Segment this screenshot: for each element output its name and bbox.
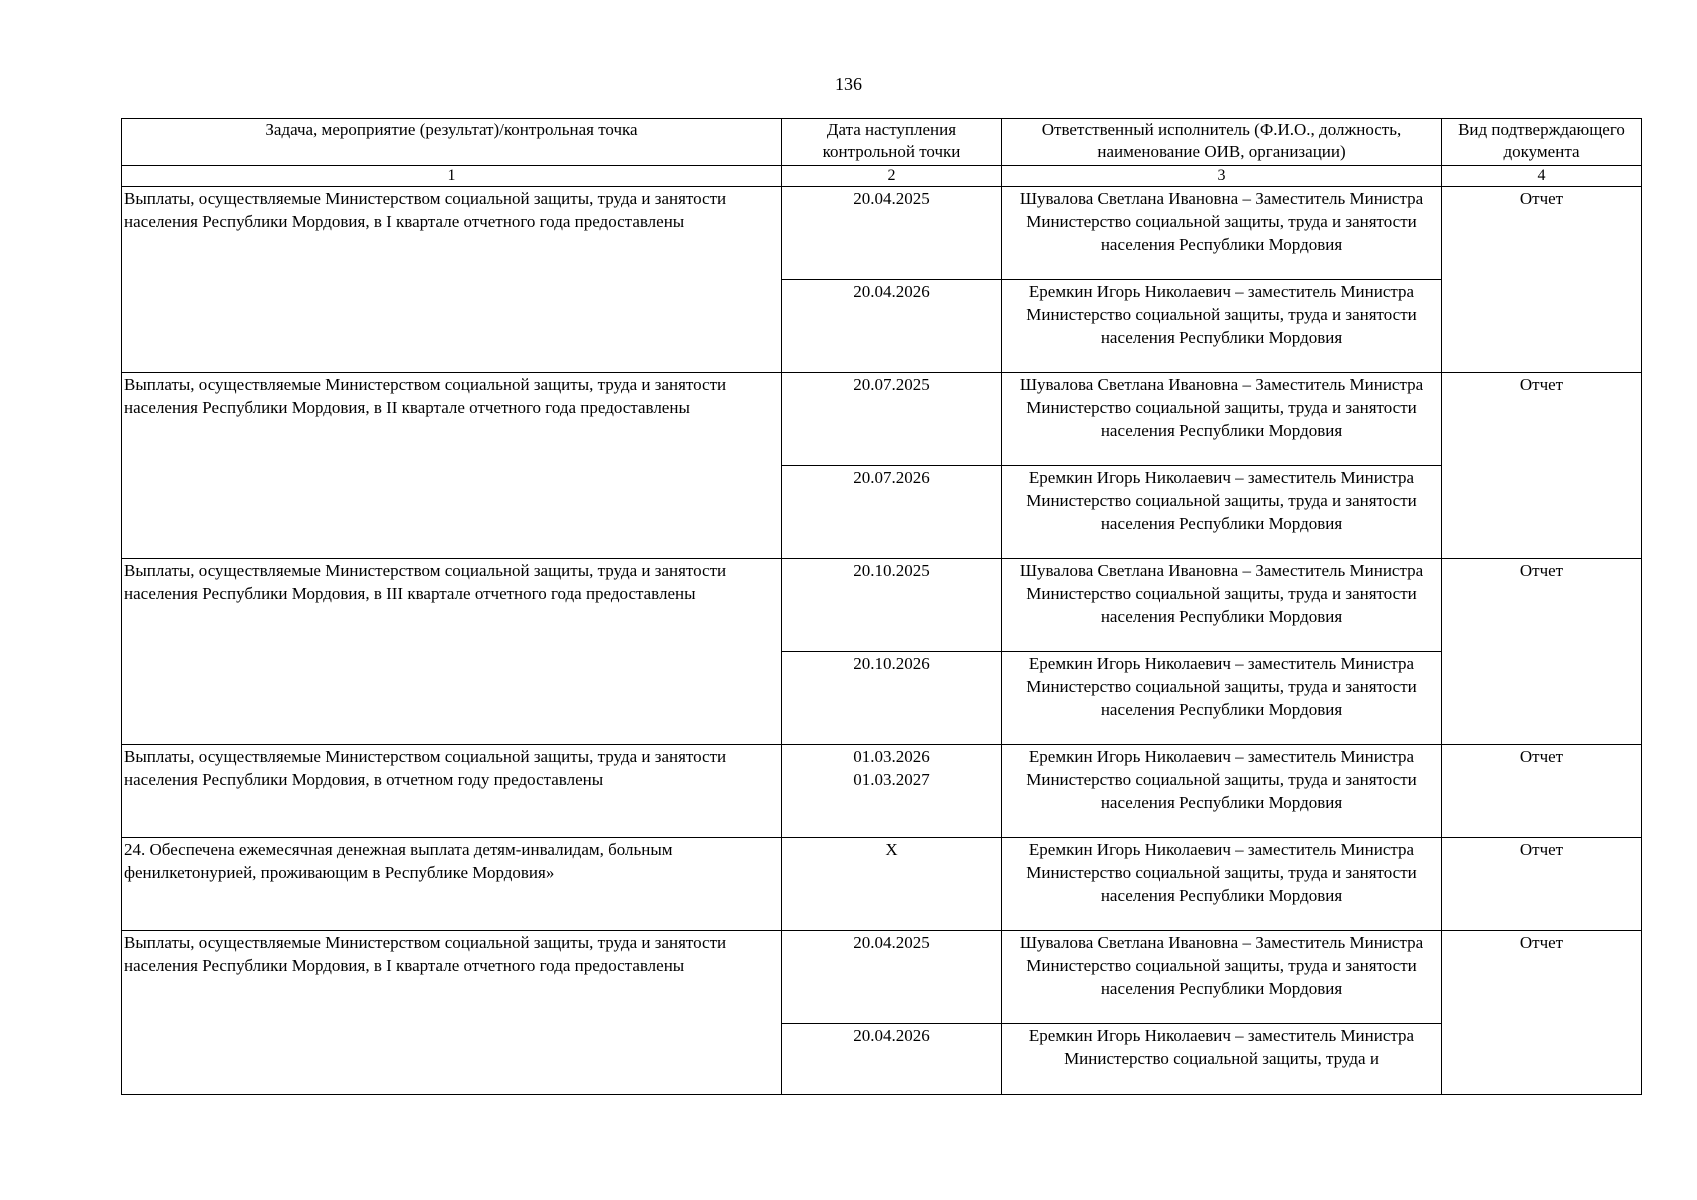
column-number: 3: [1002, 166, 1442, 187]
responsible-person: Шувалова Светлана Ивановна – Заместитель Министра: [1019, 561, 1424, 580]
responsible-cell: [1002, 838, 1442, 931]
responsible-org: Министерство социальной защиты, труда и занятости населения Республики Мордовия: [1026, 398, 1417, 440]
responsible-cell: [1002, 187, 1442, 280]
responsible-person: Еремкин Игорь Николаевич – заместитель Министра: [1028, 654, 1415, 673]
table-row: [122, 745, 1642, 838]
responsible-cell: [1002, 931, 1442, 1024]
responsible-person: Еремкин Игорь Николаевич – заместитель Министра: [1028, 840, 1415, 859]
responsible-cell: [1002, 652, 1442, 745]
document-cell: Отчет: [1442, 373, 1642, 559]
date-cell: 20.04.2025: [782, 187, 1002, 280]
responsible-person: Еремкин Игорь Николаевич – заместитель Министра: [1028, 1026, 1415, 1045]
date-cell: [782, 745, 1002, 838]
column-number-row: [122, 166, 1642, 187]
date-cell: 20.07.2026: [782, 466, 1002, 559]
header-date: Дата наступления контрольной точки: [782, 119, 1002, 166]
column-number: 1: [122, 166, 782, 187]
responsible-org: Министерство социальной защиты, труда и занятости населения Республики Мордовия: [1026, 305, 1417, 347]
date-cell: X: [782, 838, 1002, 931]
table-row: [122, 373, 1642, 466]
responsible-cell: [1002, 466, 1442, 559]
table-row: [122, 559, 1642, 652]
responsible-org: Министерство социальной защиты, труда и занятости населения Республики Мордовия: [1026, 584, 1417, 626]
responsible-person: Еремкин Игорь Николаевич – заместитель Министра: [1028, 282, 1415, 301]
responsible-cell: [1002, 745, 1442, 838]
responsible-org: Министерство социальной защиты, труда и занятости населения Республики Мордовия: [1026, 770, 1417, 812]
responsible-org: Министерство социальной защиты, труда и занятости населения Республики Мордовия: [1026, 956, 1417, 998]
task-cell: Выплаты, осуществляемые Министерством социальной защиты, труда и занятости населения Республики Мордовия, в I квартале отчетного года предоставлены: [122, 931, 782, 1095]
responsible-cell: [1002, 559, 1442, 652]
header-responsible: Ответственный исполнитель (Ф.И.О., должность, наименование ОИВ, организации): [1002, 119, 1442, 166]
table-row: [122, 187, 1642, 280]
responsible-person: Шувалова Светлана Ивановна – Заместитель Министра: [1019, 189, 1424, 208]
date-cell: 20.04.2026: [782, 280, 1002, 373]
task-cell: 24. Обеспечена ежемесячная денежная выплата детям-инвалидам, больным фенилкетонурией, проживающим в Республике Мордовия»: [122, 838, 782, 931]
responsible-org: Министерство социальной защиты, труда и: [1064, 1049, 1379, 1068]
document-cell: Отчет: [1442, 745, 1642, 838]
task-cell: Выплаты, осуществляемые Министерством социальной защиты, труда и занятости населения Республики Мордовия, в II квартале отчетного года предоставлены: [122, 373, 782, 559]
responsible-cell: [1002, 373, 1442, 466]
responsible-person: Шувалова Светлана Ивановна – Заместитель Министра: [1019, 375, 1424, 394]
task-cell: Выплаты, осуществляемые Министерством социальной защиты, труда и занятости населения Республики Мордовия, в отчетном году предоставлены: [122, 745, 782, 838]
date-cell: 20.10.2025: [782, 559, 1002, 652]
date-cell: 20.10.2026: [782, 652, 1002, 745]
responsible-person: Еремкин Игорь Николаевич – заместитель Министра: [1028, 468, 1415, 487]
document-cell: Отчет: [1442, 931, 1642, 1095]
date-value: 01.03.2026: [853, 747, 930, 766]
responsible-person: Еремкин Игорь Николаевич – заместитель Министра: [1028, 747, 1415, 766]
responsible-cell: [1002, 1024, 1442, 1095]
task-cell: Выплаты, осуществляемые Министерством социальной защиты, труда и занятости населения Республики Мордовия, в III квартале отчетного года предоставлены: [122, 559, 782, 745]
responsible-org: Министерство социальной защиты, труда и занятости населения Республики Мордовия: [1026, 212, 1417, 254]
date-cell: 20.04.2025: [782, 931, 1002, 1024]
responsible-org: Министерство социальной защиты, труда и занятости населения Республики Мордовия: [1026, 677, 1417, 719]
control-points-table: [121, 118, 1642, 1095]
date-value: 01.03.2027: [853, 770, 930, 789]
table-row: [122, 838, 1642, 931]
responsible-cell: [1002, 280, 1442, 373]
table-row: [122, 931, 1642, 1024]
responsible-org: Министерство социальной защиты, труда и занятости населения Республики Мордовия: [1026, 491, 1417, 533]
document-cell: Отчет: [1442, 838, 1642, 931]
responsible-org: Министерство социальной защиты, труда и занятости населения Республики Мордовия: [1026, 863, 1417, 905]
column-number: 4: [1442, 166, 1642, 187]
page-number: 136: [835, 74, 862, 94]
task-cell: Выплаты, осуществляемые Министерством социальной защиты, труда и занятости населения Республики Мордовия, в I квартале отчетного года предоставлены: [122, 187, 782, 373]
header-document: Вид подтверждающего документа: [1442, 119, 1642, 166]
header-task: Задача, мероприятие (результат)/контрольная точка: [122, 119, 782, 166]
document-cell: Отчет: [1442, 559, 1642, 745]
date-cell: 20.04.2026: [782, 1024, 1002, 1095]
responsible-person: Шувалова Светлана Ивановна – Заместитель Министра: [1019, 933, 1424, 952]
date-cell: 20.07.2025: [782, 373, 1002, 466]
column-number: 2: [782, 166, 1002, 187]
table-header-row: [122, 119, 1642, 166]
document-cell: Отчет: [1442, 187, 1642, 373]
